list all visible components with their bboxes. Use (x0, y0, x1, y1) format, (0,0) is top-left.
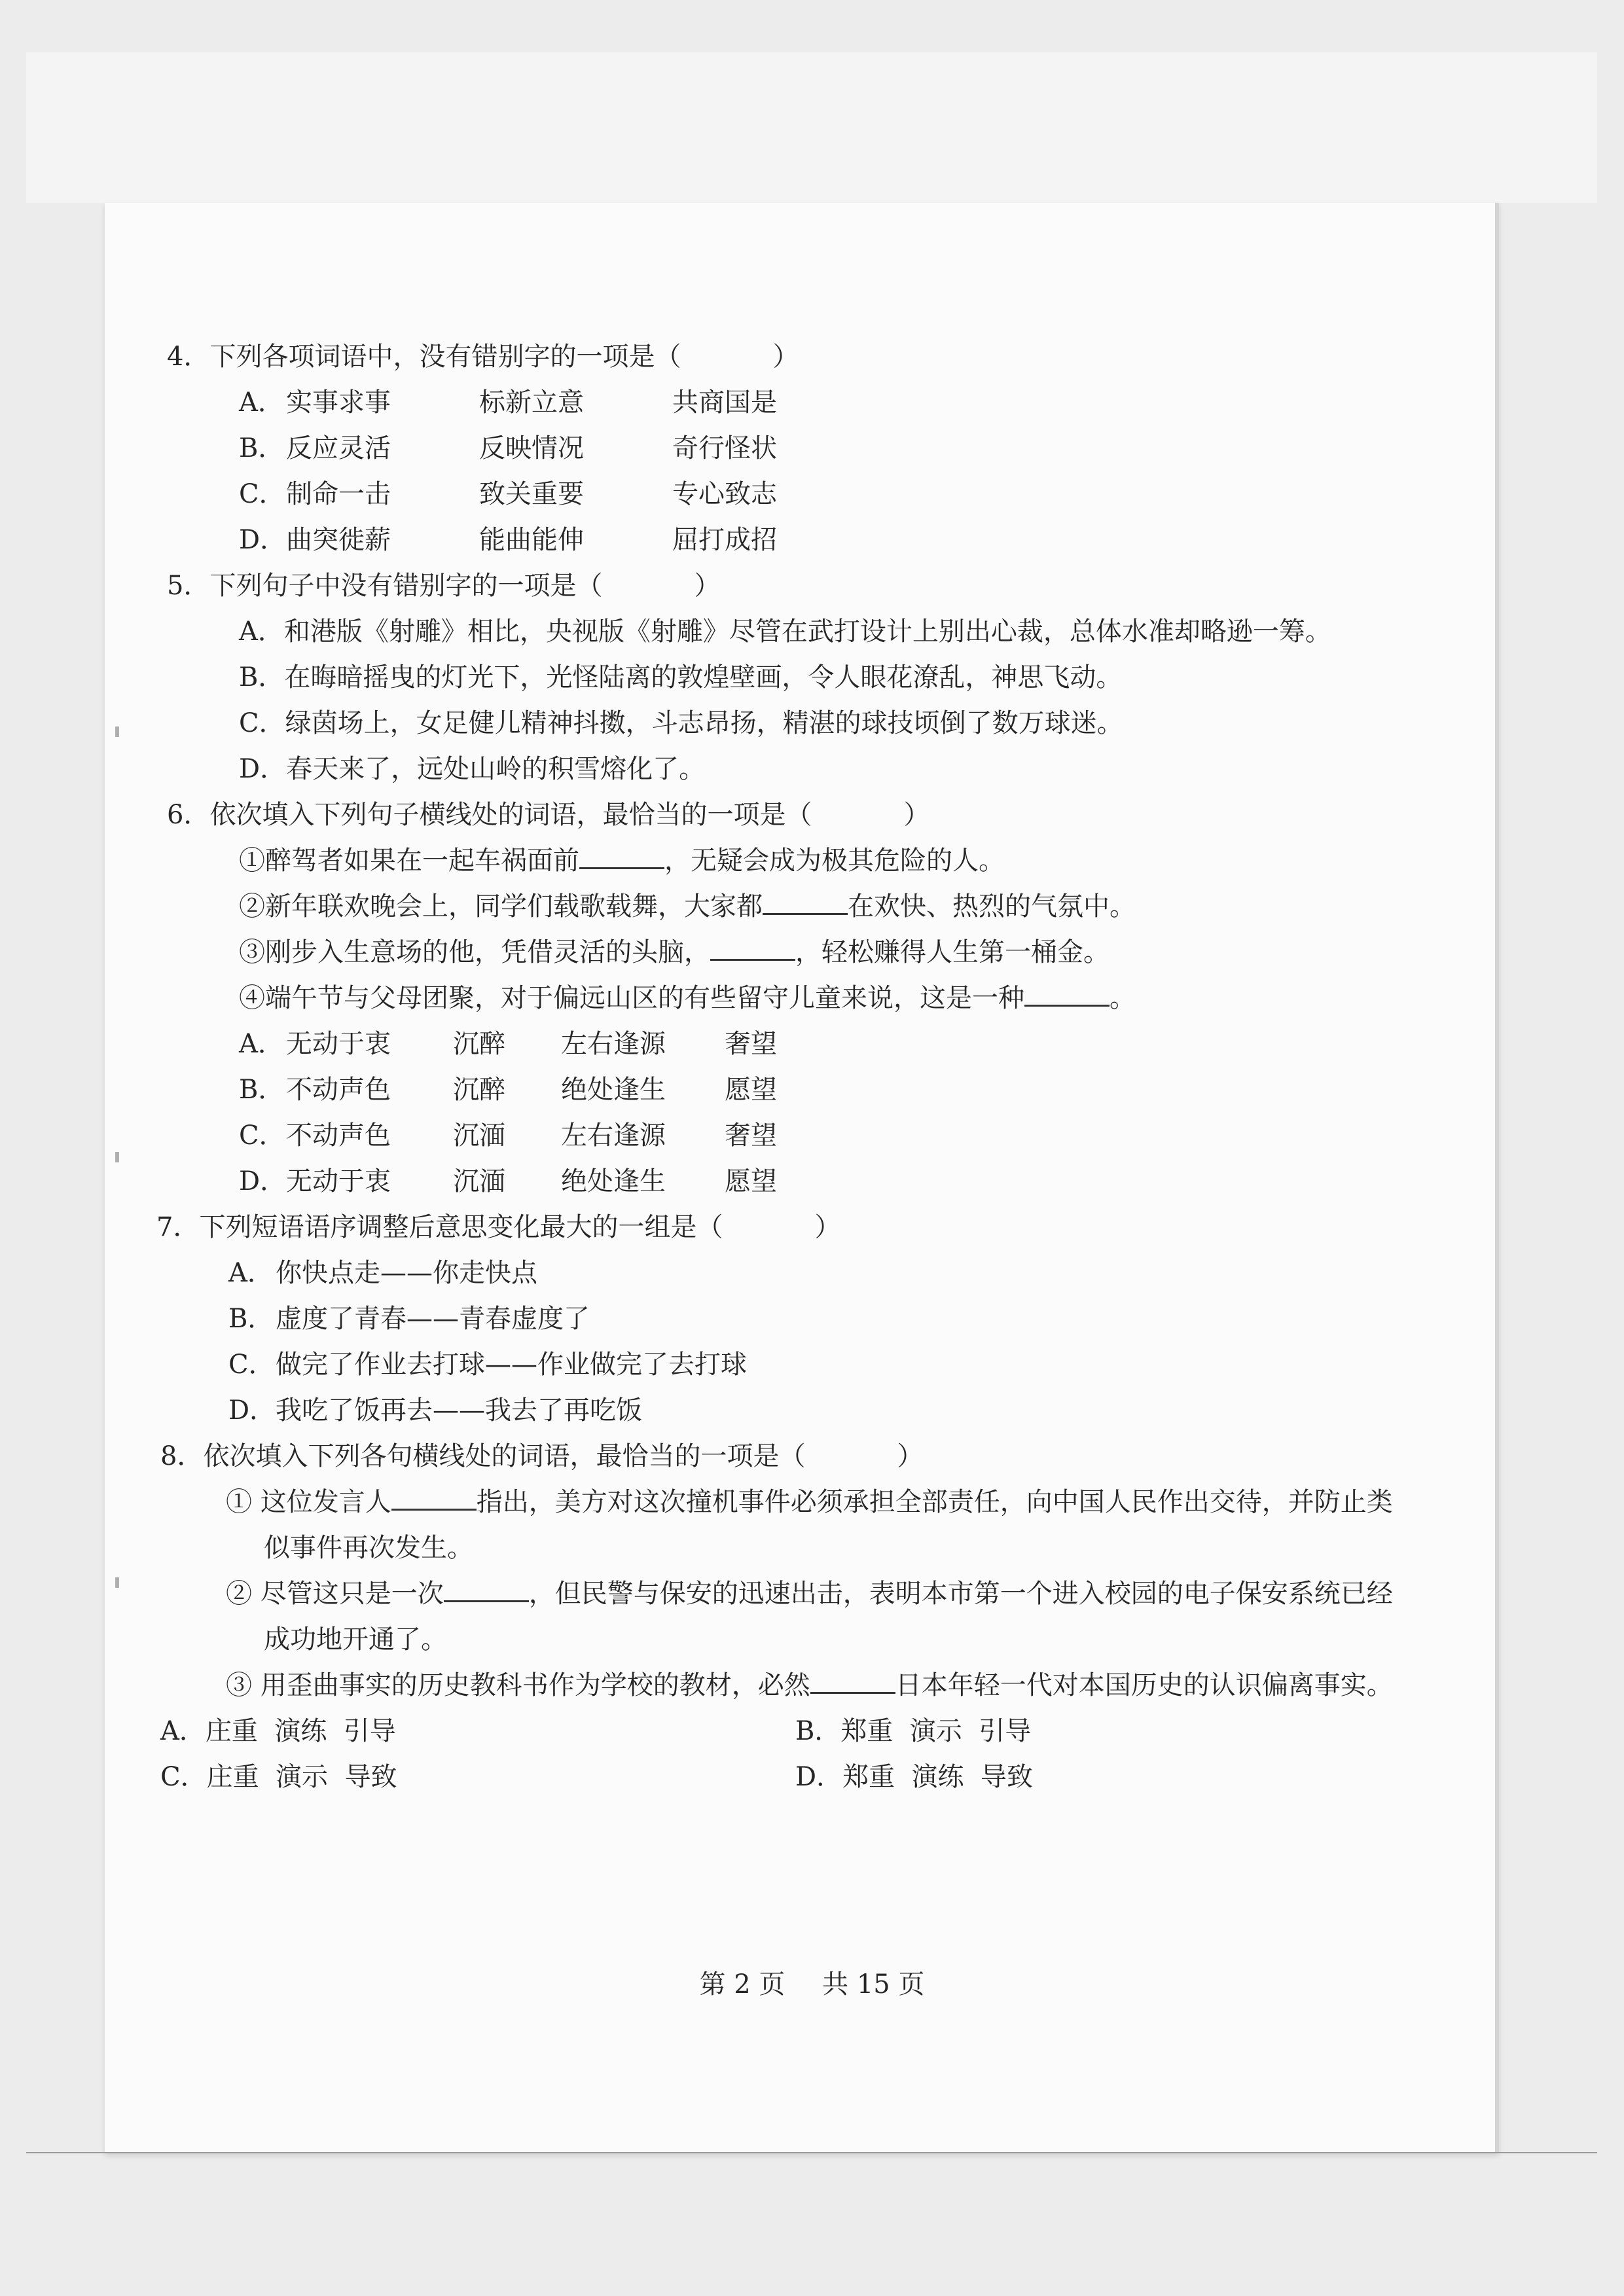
question-stem: 7．下列短语语序调整后意思变化最大的一组是（ (156, 1212, 723, 1242)
question-6: 6．依次填入下列句子横线处的词语，最恰当的一项是（ ） ①醉驾者如果在一起车祸面前 ，无疑会成为极其危险的人。 ②新年联欢晚会上，同学们载歌载舞，大家都 在欢快、热烈的气氛中。 ③刚步入生意场的他，凭借灵活的头脑， ，轻松赚得人生第一桶金。 ④端午节与父母团聚，对于偏远山区的有些留守儿童来说，这是一种 。 A． 无动于衷 沉醉 左右逢源 奢望 B． 不动声色 沉醉 绝处逢生 愿望 C． 不动声色 沉湎 左右逢源 奢望 D． 无动于衷 沉湎 绝处逢生 愿望 (167, 792, 1398, 1204)
option-d: D． 我吃了饭再去——我去了再吃饭 (228, 1395, 642, 1426)
question-stem: 5．下列句子中没有错别字的一项是（ (167, 571, 603, 601)
question-stem: 4．下列各项词语中，没有错别字的一项是（ (167, 342, 681, 372)
option-b: B． 不动声色 沉醉 绝处逢生 愿望 (239, 1075, 777, 1105)
option-c: C．绿茵场上，女足健儿精神抖擞，斗志昂扬，精湛的球技顷倒了数万球迷。 (239, 708, 1123, 738)
option-b: B． 虚度了青春——青春虚度了 (228, 1304, 590, 1334)
binding-mark (115, 726, 119, 737)
fill-sentence-2: ②新年联欢晚会上，同学们载歌载舞，大家都 在欢快、热烈的气氛中。 (239, 891, 1136, 922)
scan-bottom-edge (26, 2152, 1597, 2153)
option-d: D．郑重 演练 导致 (795, 1762, 1033, 1792)
option-b: B．在晦暗摇曳的灯光下，光怪陆离的敦煌壁画，令人眼花潦乱，神思飞动。 (239, 662, 1123, 692)
option-b: B． 反应灵活 反映情况 奇行怪状 (239, 433, 777, 463)
option-c: C． 做完了作业去打球——作业做完了去打球 (228, 1350, 747, 1380)
question-7: 7．下列短语语序调整后意思变化最大的一组是（ ） A． 你快点走——你走快点 B． 虚度了青春——青春虚度了 C． 做完了作业去打球——作业做完了去打球 D． 我吃了饭再去——我去了再吃饭 (156, 1204, 1398, 1433)
fill-blank (444, 1578, 529, 1602)
binding-mark (115, 1577, 119, 1588)
exam-content (156, 334, 1398, 1800)
fill-blank (810, 1670, 895, 1694)
question-5: 5．下列句子中没有错别字的一项是（ ） A．和港版《射雕》相比，央视版《射雕》尽管在武打设计上别出心裁，总体水准却略逊一筹。 B．在晦暗摇曳的灯光下，光怪陆离的敦煌壁画，令人眼花潦乱，神思飞动。 C．绿茵场上，女足健儿精神抖擞，斗志昂扬，精湛的球技顷倒了数万球迷。 D．春天来了，远处山岭的积雪熔化了。 (167, 563, 1398, 792)
option-d: D． 曲突徙薪 能曲能伸 屈打成招 (239, 525, 777, 555)
page-total: 共 15 页 (822, 1969, 925, 2000)
option-c: C． 不动声色 沉湎 左右逢源 奢望 (239, 1121, 777, 1151)
fill-sentence-3: ③刚步入生意场的他，凭借灵活的头脑， ，轻松赚得人生第一桶金。 (239, 937, 1110, 967)
binding-mark (115, 1152, 119, 1162)
scan-top-strip (26, 52, 1597, 203)
fill-sentence-2: ② 尽管这只是一次 ，但民警与保安的迅速出击，表明本市第一个进入校园的电子保安系统已经成功地开通了。 (226, 1579, 1393, 1655)
fill-blank (1024, 982, 1110, 1007)
page-footer (0, 1964, 1624, 2001)
fill-blank (391, 1486, 477, 1511)
page-number: 第 2 页 (699, 1969, 785, 2000)
question-4: 4．下列各项词语中，没有错别字的一项是（ ） A． 实事求事 标新立意 共商国是 B． 反应灵活 反映情况 奇行怪状 C． 制命一击 致关重要 专心致志 D． 曲突徙薪 能曲能伸 屈打成招 (167, 334, 1398, 563)
fill-sentence-1: ① 这位发言人 指出，美方对这次撞机事件必须承担全部责任，向中国人民作出交待，并防止类似事件再次发生。 (226, 1487, 1393, 1563)
option-b: B．郑重 演示 引导 (795, 1716, 1032, 1746)
option-a: A． 你快点走——你走快点 (228, 1258, 537, 1288)
option-d: D． 无动于衷 沉湎 绝处逢生 愿望 (239, 1166, 777, 1196)
option-a: A． 实事求事 标新立意 共商国是 (239, 387, 777, 418)
option-a: A． 无动于衷 沉醉 左右逢源 奢望 (239, 1029, 777, 1059)
option-c: C． 制命一击 致关重要 专心致志 (239, 479, 777, 509)
fill-blank (579, 845, 664, 869)
option-c: C．庄重 演示 导致 (160, 1762, 397, 1792)
option-a: A．和港版《射雕》相比，央视版《射雕》尽管在武打设计上别出心裁，总体水准却略逊一筹。 (239, 617, 1331, 647)
fill-sentence-3: ③ 用歪曲事实的历史教科书作为学校的教材，必然 日本年轻一代对本国历史的认识偏离事实。 (226, 1670, 1393, 1700)
fill-blank (763, 891, 848, 915)
fill-blank (710, 937, 795, 961)
question-stem: 6．依次填入下列句子横线处的词语，最恰当的一项是（ (167, 800, 812, 830)
fill-sentence-4: ④端午节与父母团聚，对于偏远山区的有些留守儿童来说，这是一种 。 (239, 983, 1136, 1013)
option-a: A．庄重 演练 引导 (160, 1716, 396, 1746)
question-stem: 8．依次填入下列各句横线处的词语，最恰当的一项是（ (160, 1441, 806, 1471)
fill-sentence-1: ①醉驾者如果在一起车祸面前 ，无疑会成为极其危险的人。 (239, 846, 1005, 876)
question-8: 8．依次填入下列各句横线处的词语，最恰当的一项是（ ） ① 这位发言人 指出，美方对这次撞机事件必须承担全部责任，向中国人民作出交待，并防止类似事件再次发生。 ② 尽管这只是一次 ，但民警与保安的迅速出击，表明本市第一个进入校园的电子保安系统已经成功地开通了。 ③ 用歪曲事实的历史教科书作为学校的教材，必然 日本年轻一代对本国历史的认识偏离事实。 A．庄重 演练 引导 B．郑重 演示 引导 C．庄重 演示 导致 D．郑重 演练 导致 (160, 1433, 1398, 1800)
option-d: D．春天来了，远处山岭的积雪熔化了。 (239, 754, 706, 784)
